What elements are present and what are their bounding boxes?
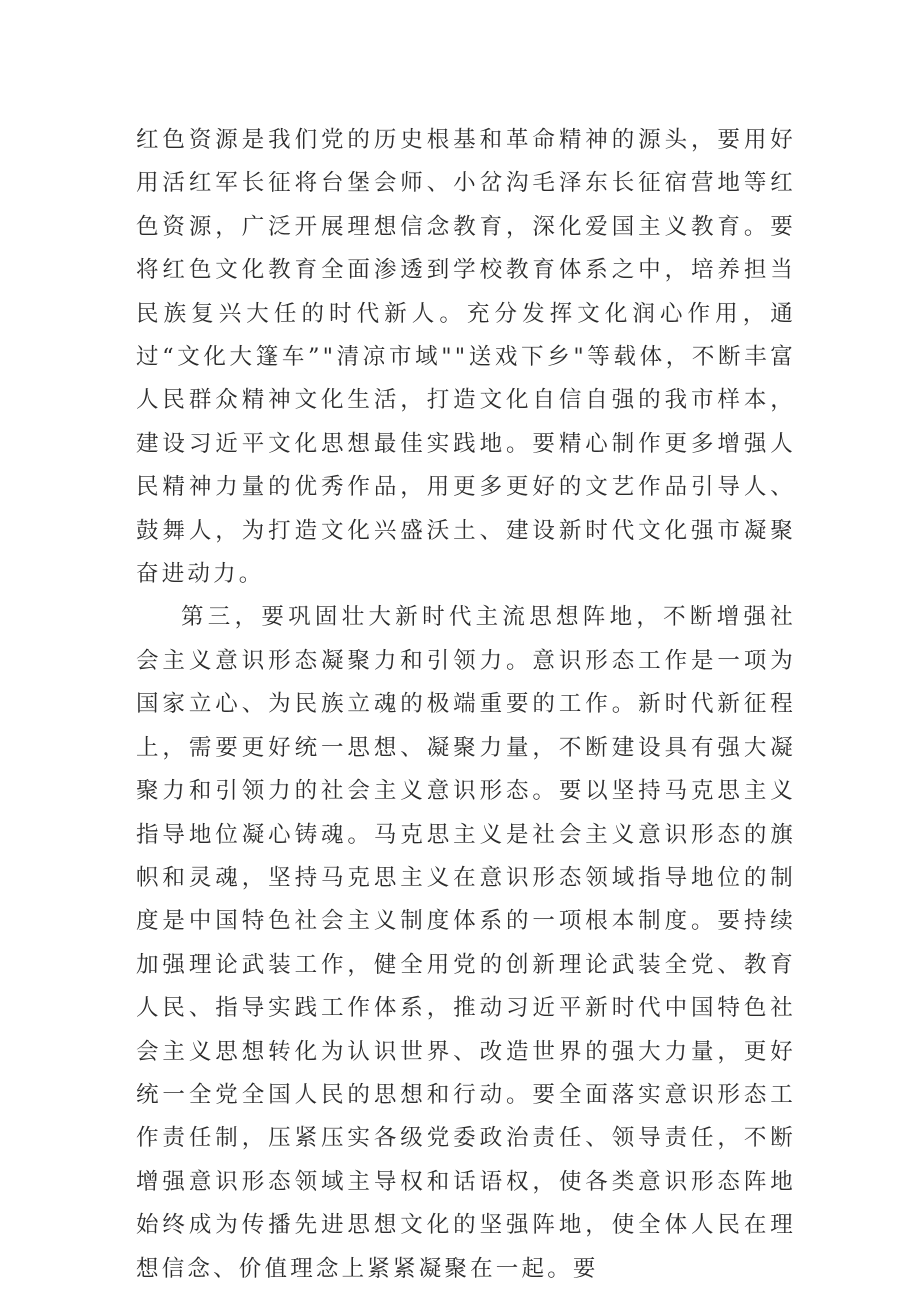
document-body (136, 119, 796, 1291)
paragraph-third-point: 第三，要巩固壮大新时代主流思想阵地，不断增强社会主义意识形态凝聚力和引领力。意识形态工作是一项为国家立心、为民族立魂的极端重要的工作。新时代新征程上，需要更好统一思想、凝聚力量，不断建设具有强大凝聚力和引领力的社会主义意识形态。要以坚持马克思主义指导地位凝心铸魂。马克思主义是社会主义意识形态的旗帜和灵魂，坚持马克思主义在意识形态领域指导地位的制度是中国特色社会主义制度体系的一项根本制度。要持续加强理论武装工作，健全用党的创新理论武装全党、教育人民、指导实践工作体系，推动习近平新时代中国特色社会主义思想转化为认识世界、改造世界的强大力量，更好统一全党全国人民的思想和行动。要全面落实意识形态工作责任制，压紧压实各级党委政治责任、领导责任，不断增强意识形态领域主导权和话语权，使各类意识形态阵地始终成为传播先进思想文化的坚强阵地，使全体人民在理想信念、价值理念上紧紧凝聚在一起。要 (136, 604, 796, 1282)
paragraph-continuation: 红色资源是我们党的历史根基和革命精神的源头，要用好用活红军长征将台堡会师、小岔沟毛泽东长征宿营地等红色资源，广泛开展理想信念教育，深化爱国主义教育。要将红色文化教育全面渗透到学校教育体系之中，培养担当民族复兴大任的时代新人。充分发挥文化润心作用，通过“文化大篷车”"清凉市域""送戏下乡"等载体，不断丰富人民群众精神文化生活，打造文化自信自强的我市样本，建设习近平文化思想最佳实践地。要精心制作更多增强人民精神力量的优秀作品，用更多更好的文艺作品引导人、鼓舞人，为打造文化兴盛沃土、建设新时代文化强市凝聚奋进动力。 (136, 127, 796, 588)
